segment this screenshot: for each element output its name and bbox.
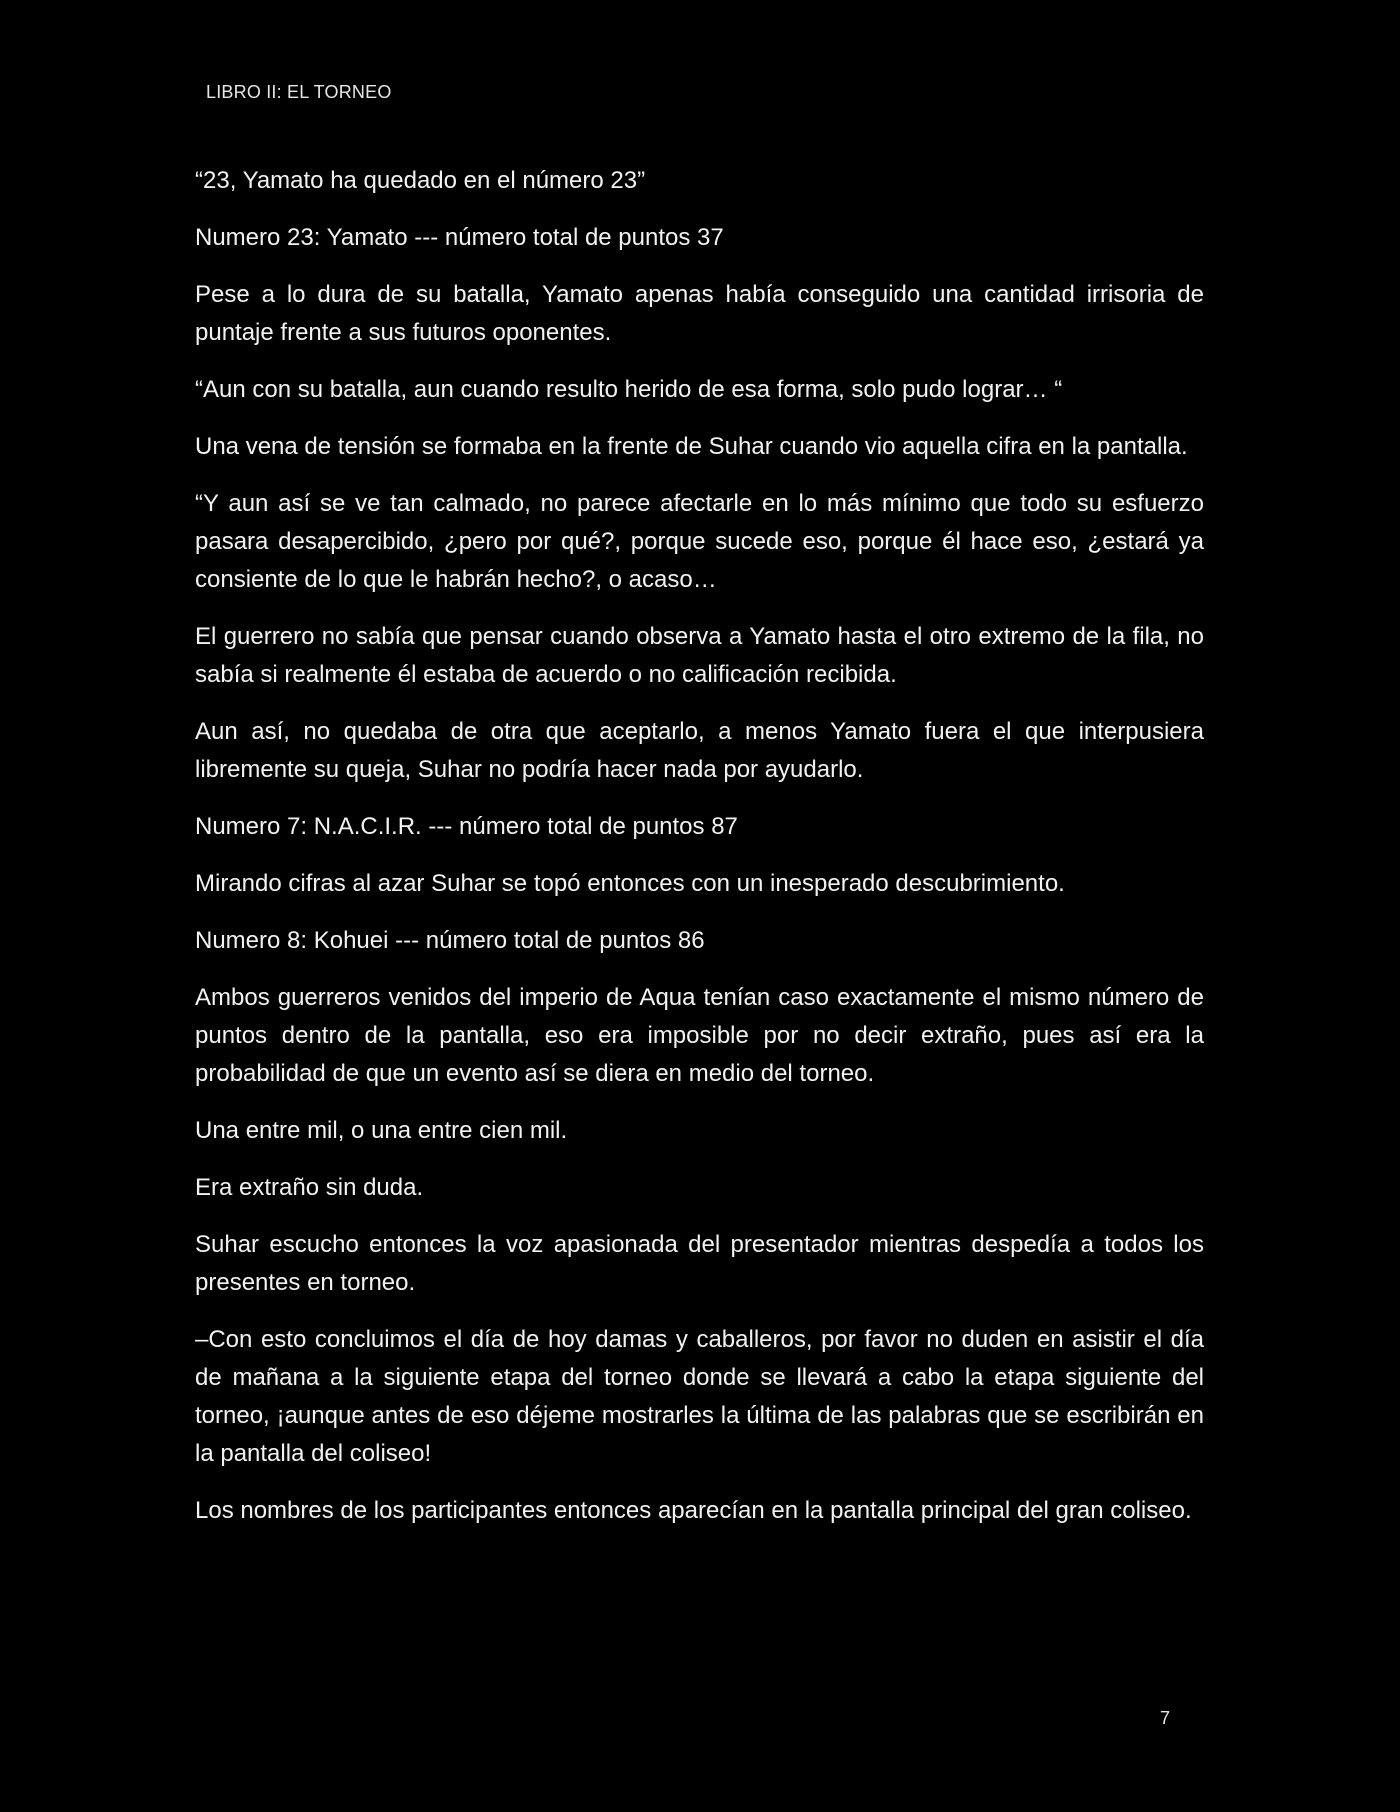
paragraph: “23, Yamato ha quedado en el número 23” xyxy=(195,167,646,194)
body-text xyxy=(195,162,1204,1549)
paragraph: Una entre mil, o una entre cien mil. xyxy=(195,1117,568,1144)
paragraph: Los nombres de los participantes entonces aparecían en la pantalla principal del gran coliseo. xyxy=(195,1497,1192,1524)
paragraph: Suhar escucho entonces la voz apasionada del presentador mientras despedía a todos los presentes en torneo. xyxy=(195,1231,1204,1296)
paragraph: “Aun con su batalla, aun cuando resulto herido de esa forma, solo pudo lograr… “ xyxy=(195,376,1063,403)
paragraph: Ambos guerreros venidos del imperio de Aqua tenían caso exactamente el mismo número de puntos dentro de la pantalla, eso era imposible por no decir extraño, pues así era la probabilidad de que un evento así se diera en medio del torneo. xyxy=(195,984,1204,1087)
paragraph: El guerrero no sabía que pensar cuando observa a Yamato hasta el otro extremo de la fila, no sabía si realmente él estaba de acuerdo o no calificación recibida. xyxy=(195,623,1204,688)
paragraph: “Y aun así se ve tan calmado, no parece afectarle en lo más mínimo que todo su esfuerzo pasara desapercibido, ¿pero por qué?, porque sucede eso, porque él hace eso, ¿estará ya consiente de lo que le habrán hecho?, o acaso… xyxy=(195,490,1204,593)
paragraph: Una vena de tensión se formaba en la frente de Suhar cuando vio aquella cifra en la pantalla. xyxy=(195,433,1188,460)
paragraph: Numero 8: Kohuei --- número total de puntos 86 xyxy=(195,927,705,954)
paragraph: Numero 23: Yamato --- número total de puntos 37 xyxy=(195,224,724,251)
paragraph: Pese a lo dura de su batalla, Yamato apenas había conseguido una cantidad irrisoria de puntaje frente a sus futuros oponentes. xyxy=(195,281,1204,346)
paragraph: Numero 7: N.A.C.I.R. --- número total de puntos 87 xyxy=(195,813,738,840)
running-header: LIBRO II: EL TORNEO xyxy=(206,82,392,102)
paragraph: Aun así, no quedaba de otra que aceptarlo, a menos Yamato fuera el que interpusiera libremente su queja, Suhar no podría hacer nada por ayudarlo. xyxy=(195,718,1204,783)
paragraph: Mirando cifras al azar Suhar se topó entonces con un inesperado descubrimiento. xyxy=(195,870,1065,897)
paragraph: Era extraño sin duda. xyxy=(195,1174,424,1201)
page-number: 7 xyxy=(1160,1708,1171,1728)
paragraph: –Con esto concluimos el día de hoy damas y caballeros, por favor no duden en asistir el día de mañana a la siguiente etapa del torneo donde se llevará a cabo la etapa siguiente del torneo, ¡aunque antes de eso déjeme mostrarles la última de las palabras que se escribirán en la pantalla del coliseo! xyxy=(195,1326,1204,1467)
